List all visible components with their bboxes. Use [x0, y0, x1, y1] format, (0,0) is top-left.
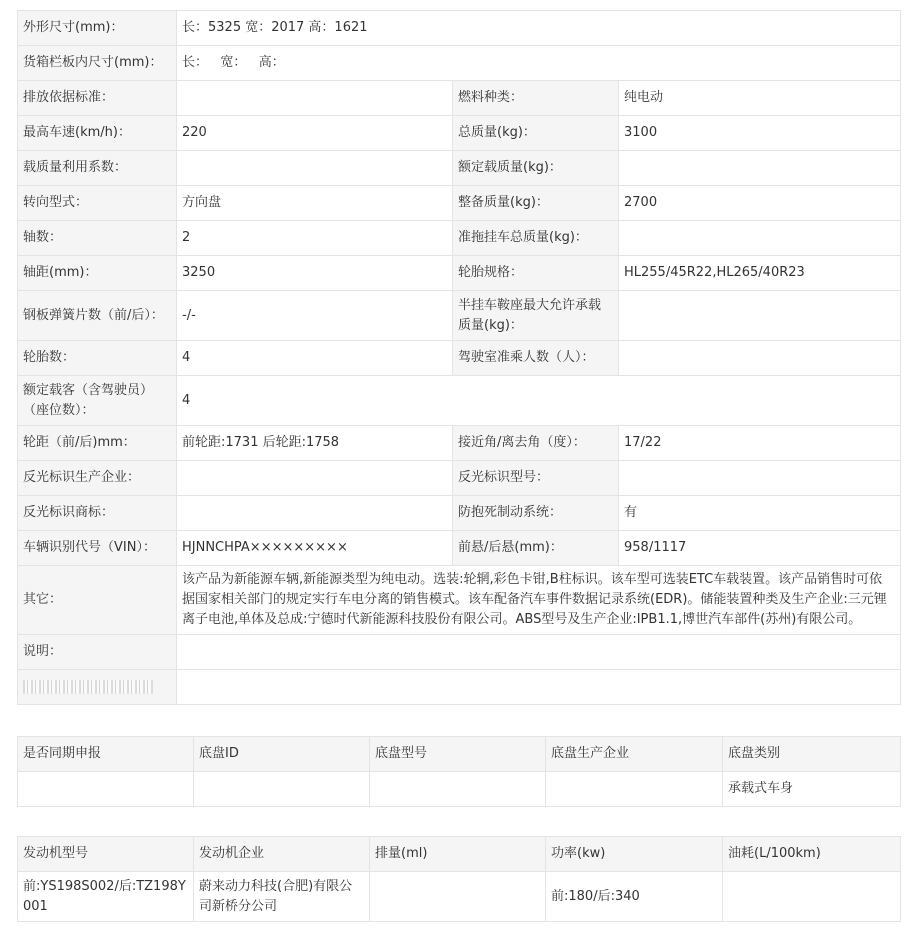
reflector-maker-value — [177, 461, 453, 496]
engine-cell: 前:180/后:340 — [546, 872, 723, 922]
cab-seats-value — [619, 341, 901, 376]
dimensions-value: 长：5325 宽：2017 高：1621 — [177, 11, 901, 46]
reflector-brand-label: 反光标识商标： — [18, 496, 177, 531]
chassis-header-cell: 是否同期申报 — [18, 737, 194, 772]
engine-header-cell: 发动机企业 — [194, 837, 370, 872]
table-row — [18, 872, 901, 922]
spec-row-axles — [18, 221, 901, 256]
spec-row-steering — [18, 186, 901, 221]
chassis-cell — [370, 772, 546, 807]
engine-header-cell: 发动机型号 — [18, 837, 194, 872]
cargo-box-value: 长： 宽： 高： — [177, 46, 901, 81]
fuel-label: 燃料种类： — [453, 81, 619, 116]
rated-load-label: 额定载质量(kg)： — [453, 151, 619, 186]
cargo-box-label: 货箱栏板内尺寸(mm)： — [18, 46, 177, 81]
trailer-mass-value — [619, 221, 901, 256]
steering-value: 方向盘 — [177, 186, 453, 221]
total-mass-label: 总质量(kg)： — [453, 116, 619, 151]
chassis-header-row — [18, 737, 901, 772]
engine-header-row — [18, 837, 901, 872]
spec-row-leaf-spring — [18, 291, 901, 341]
spec-row-passengers — [18, 376, 901, 426]
spec-row-speed-mass — [18, 116, 901, 151]
chassis-table — [17, 736, 901, 807]
spec-row-note — [18, 635, 901, 670]
dimensions-label: 外形尺寸(mm)： — [18, 11, 177, 46]
tire-spec-label: 轮胎规格： — [453, 256, 619, 291]
leaf-spring-value: -/- — [177, 291, 453, 341]
axles-value: 2 — [177, 221, 453, 256]
leaf-spring-label: 钢板弹簧片数（前/后）： — [18, 291, 177, 341]
spec-row-other — [18, 566, 901, 635]
note-value — [177, 635, 901, 670]
spec-row-emission-fuel — [18, 81, 901, 116]
max-speed-value: 220 — [177, 116, 453, 151]
blurred-label — [18, 670, 177, 705]
chassis-cell — [194, 772, 370, 807]
curb-mass-value: 2700 — [619, 186, 901, 221]
rated-passengers-label: 额定载客（含驾驶员）（座位数）： — [18, 376, 177, 426]
chassis-cell — [18, 772, 194, 807]
reflector-model-value — [619, 461, 901, 496]
wheelbase-value: 3250 — [177, 256, 453, 291]
emission-label: 排放依据标准： — [18, 81, 177, 116]
spec-row-vin — [18, 531, 901, 566]
blurred-text — [23, 680, 153, 694]
tires-value: 4 — [177, 341, 453, 376]
load-util-label: 载质量利用系数： — [18, 151, 177, 186]
spec-row-blurred — [18, 670, 901, 705]
rated-passengers-value: 4 — [177, 376, 901, 426]
wheelbase-label: 轴距(mm)： — [18, 256, 177, 291]
spec-row-reflector-brand — [18, 496, 901, 531]
other-value: 该产品为新能源车辆,新能源类型为纯电动。选装:轮辋,彩色卡钳,B柱标识。该车型可选装ETC车载装置。该产品销售时可依据国家相关部门的规定实行车电分离的销售模式。该车配备汽车事件数据记录系统(EDR)。储能装置种类及生产企业:三元锂离子电池,单体及总成:宁德时代新能源科技股份有限公司。ABS型号及生产企业:IPB1.1,博世汽车部件(苏州)有限公司。 — [177, 566, 901, 635]
tires-label: 轮胎数： — [18, 341, 177, 376]
spec-row-load — [18, 151, 901, 186]
trailer-mass-label: 准拖挂车总质量(kg)： — [453, 221, 619, 256]
axles-label: 轴数： — [18, 221, 177, 256]
load-util-value — [177, 151, 453, 186]
overhang-value: 958/1117 — [619, 531, 901, 566]
engine-table — [17, 836, 901, 922]
steering-label: 转向型式： — [18, 186, 177, 221]
abs-value: 有 — [619, 496, 901, 531]
reflector-brand-value — [177, 496, 453, 531]
note-label: 说明： — [18, 635, 177, 670]
engine-cell: 前:YS198S002/后:TZ198Y001 — [18, 872, 194, 922]
engine-cell — [723, 872, 901, 922]
spec-row-track — [18, 426, 901, 461]
max-speed-label: 最高车速(km/h)： — [18, 116, 177, 151]
chassis-header-cell: 底盘生产企业 — [546, 737, 723, 772]
spec-row-cargo-box — [18, 46, 901, 81]
track-value: 前轮距:1731 后轮距:1758 — [177, 426, 453, 461]
overhang-label: 前悬/后悬(mm)： — [453, 531, 619, 566]
cab-seats-label: 驾驶室准乘人数（人）： — [453, 341, 619, 376]
saddle-load-value — [619, 291, 901, 341]
fuel-value: 纯电动 — [619, 81, 901, 116]
spec-row-tires — [18, 341, 901, 376]
abs-label: 防抱死制动系统： — [453, 496, 619, 531]
total-mass-value: 3100 — [619, 116, 901, 151]
spec-row-reflector-maker — [18, 461, 901, 496]
track-label: 轮距（前/后)mm： — [18, 426, 177, 461]
engine-header-cell: 油耗(L/100km) — [723, 837, 901, 872]
curb-mass-label: 整备质量(kg)： — [453, 186, 619, 221]
vin-label: 车辆识别代号（VIN）： — [18, 531, 177, 566]
vin-value: HJNNCHPA××××××××× — [177, 531, 453, 566]
engine-cell: 蔚来动力科技(合肥)有限公司新桥分公司 — [194, 872, 370, 922]
reflector-maker-label: 反光标识生产企业： — [18, 461, 177, 496]
other-label: 其它： — [18, 566, 177, 635]
chassis-header-cell: 底盘型号 — [370, 737, 546, 772]
engine-header-cell: 排量(ml) — [370, 837, 546, 872]
table-row — [18, 772, 901, 807]
reflector-model-label: 反光标识型号： — [453, 461, 619, 496]
spec-row-dimensions — [18, 11, 901, 46]
angles-value: 17/22 — [619, 426, 901, 461]
angles-label: 接近角/离去角（度）： — [453, 426, 619, 461]
saddle-load-label: 半挂车鞍座最大允许承载质量(kg)： — [453, 291, 619, 341]
chassis-cell — [546, 772, 723, 807]
chassis-header-cell: 底盘ID — [194, 737, 370, 772]
emission-value — [177, 81, 453, 116]
chassis-header-cell: 底盘类别 — [723, 737, 901, 772]
engine-header-cell: 功率(kw) — [546, 837, 723, 872]
rated-load-value — [619, 151, 901, 186]
engine-cell — [370, 872, 546, 922]
blurred-value — [177, 670, 901, 705]
vehicle-spec-table — [17, 10, 901, 705]
spec-row-wheelbase — [18, 256, 901, 291]
tire-spec-value: HL255/45R22,HL265/40R23 — [619, 256, 901, 291]
chassis-cell: 承载式车身 — [723, 772, 901, 807]
